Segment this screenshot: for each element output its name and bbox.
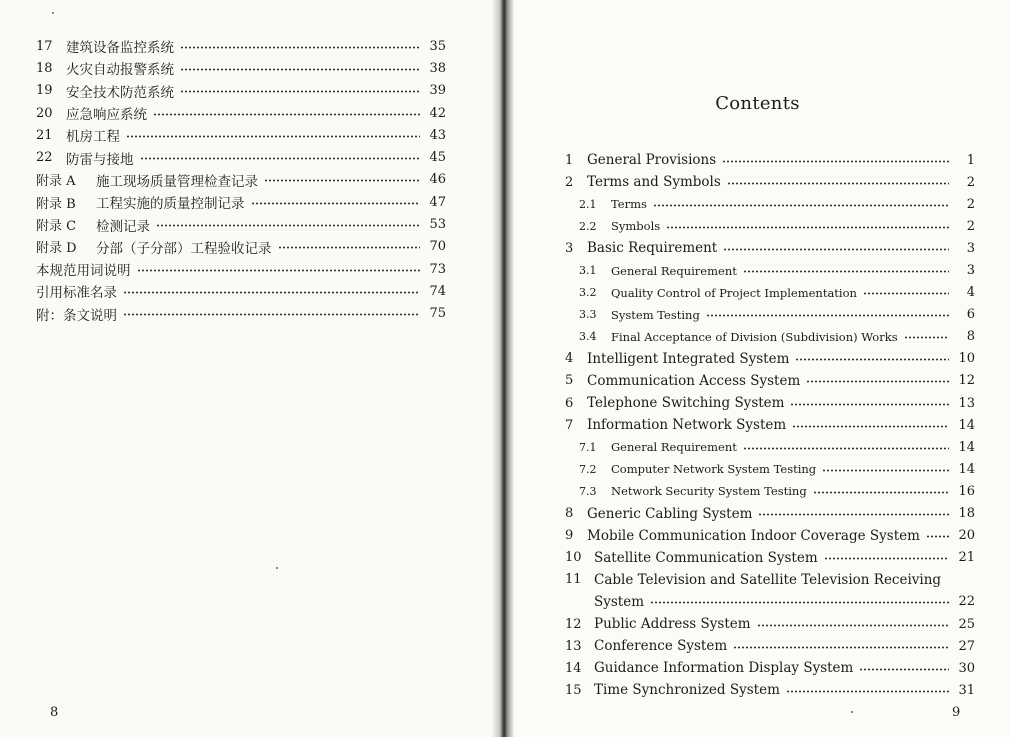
entry-number: 14 [565,660,582,676]
entry-title: Conference System [594,638,728,655]
toc-entry [565,171,975,193]
entry-number: 3 [565,240,574,256]
toc-entry [36,280,446,302]
dot-leader [137,269,421,272]
paper-speck [276,567,278,569]
entry-page: 1 [966,152,975,168]
right-toc-list [565,149,975,701]
entry-title: Intelligent Integrated System [587,350,790,367]
dot-leader [926,535,949,538]
entry-page: 16 [958,483,975,499]
entry-title: 本规范用词说明 [36,263,131,280]
toc-subentry [565,215,975,237]
entry-number: 9 [565,528,574,544]
toc-entry [36,80,446,102]
dot-leader [666,226,949,229]
entry-title: 火灾自动报警系统 [66,62,174,79]
dot-leader [786,690,949,693]
entry-title: Network Security System Testing [611,484,807,499]
entry-page: 14 [958,461,975,477]
toc-subentry [565,259,975,281]
entry-page: 22 [958,594,975,610]
dot-leader [140,157,421,160]
entry-page: 20 [958,528,975,544]
entry-page: 25 [958,616,975,632]
entry-number: 18 [36,60,53,76]
dot-leader [795,358,949,361]
entry-page: 21 [958,550,975,566]
entry-title: 防雷与接地 [66,151,134,168]
entry-number: 13 [565,638,582,654]
dot-leader [264,179,420,182]
entry-page: 2 [966,174,975,190]
entry-number: 15 [565,682,582,698]
entry-title: 检测记录 [96,218,150,235]
dot-leader [180,46,420,49]
entry-page: 42 [429,105,446,121]
entry-number: 11 [565,572,582,588]
toc-entry [36,146,446,168]
toc-entry [36,35,446,57]
dot-leader [792,425,949,428]
toc-subentry [565,326,975,348]
entry-number: 8 [565,506,574,522]
entry-title: Computer Network System Testing [611,462,817,477]
entry-page: 73 [429,261,446,277]
entry-number: 附录 A [36,174,76,190]
entry-title: General Requirement [611,263,737,278]
entry-title: General Requirement [611,440,737,455]
entry-page: 35 [429,38,446,54]
dot-leader [824,557,949,560]
entry-page: 30 [958,660,975,676]
entry-number: 21 [36,127,53,143]
entry-title: Basic Requirement [587,240,718,257]
toc-entry [36,169,446,191]
dot-leader [727,182,949,185]
entry-title: 工程实施的质量控制记录 [96,196,245,213]
entry-page: 27 [958,638,975,654]
entry-page: 75 [429,306,446,322]
dot-leader [650,601,949,604]
dot-leader [251,202,421,205]
entry-number: 2.2 [579,219,597,233]
toc-entry [565,657,975,679]
entry-number: 7.3 [579,484,597,498]
entry-page: 53 [429,217,446,233]
dot-leader [859,668,949,671]
entry-title: 分部（子分部）工程验收记录 [96,240,272,257]
entry-title: Cable Television and Satellite Television Receiving [594,571,942,588]
entry-title: Terms [611,197,647,212]
left-page-number: 8 [50,705,59,720]
entry-title: 附：条文说明 [36,307,117,324]
entry-number: 3.2 [579,286,597,300]
entry-title: 应急响应系统 [66,107,147,124]
entry-number: 2 [565,174,574,190]
dot-leader [180,68,420,71]
entry-title: Quality Control of Project Implementation [611,285,857,300]
toc-subentry [565,193,975,215]
entry-page: 74 [429,283,446,299]
entry-number: 7.2 [579,462,597,476]
entry-page: 18 [958,506,975,522]
toc-entry [36,102,446,124]
entry-page: 14 [958,417,975,433]
entry-title: 机房工程 [66,129,120,146]
right-page-number: 9 [952,705,961,720]
entry-page: 4 [966,285,975,301]
entry-title: Guidance Information Display System [594,660,854,677]
entry-page: 38 [429,60,446,76]
entry-page: 8 [966,329,975,345]
entry-number: 2.1 [579,197,597,211]
dot-leader [743,270,949,273]
contents-heading: Contents [715,93,800,114]
toc-entry [565,547,975,569]
entry-title: Final Acceptance of Division (Subdivision) Works [611,329,898,344]
entry-number: 17 [36,38,53,54]
dot-leader [758,513,949,516]
dot-leader [757,624,949,627]
entry-number: 3.3 [579,308,597,322]
dot-leader [806,380,949,383]
entry-title: Time Synchronized System [594,682,780,699]
entry-page: 12 [958,373,975,389]
toc-entry [565,679,975,701]
dot-leader [706,314,949,317]
dot-leader [653,204,949,207]
toc-entry [565,370,975,392]
dot-leader [722,160,949,163]
toc-entry [565,503,975,525]
entry-number: 7.1 [579,440,597,454]
entry-title: Mobile Communication Indoor Coverage System [587,527,920,544]
dot-leader [863,292,949,295]
dot-leader [123,291,420,294]
toc-entry [36,124,446,146]
entry-number: 19 [36,83,53,99]
entry-title: Terms and Symbols [587,174,721,191]
entry-number: 3.4 [579,330,597,344]
toc-entry [565,392,975,414]
entry-page: 2 [966,218,975,234]
entry-title: 施工现场质量管理检查记录 [96,173,258,190]
entry-page: 14 [958,439,975,455]
toc-entry [36,57,446,79]
toc-entry [565,613,975,635]
toc-subentry [565,458,975,480]
entry-title: General Provisions [587,152,717,169]
entry-number: 6 [565,395,574,411]
dot-leader [278,246,421,249]
toc-entry [565,635,975,657]
toc-entry [565,414,975,436]
entry-page: 39 [429,83,446,99]
entry-title: 建筑设备监控系统 [66,40,174,57]
entry-number: 4 [565,351,574,367]
entry-title: Communication Access System [587,372,801,389]
entry-number: 7 [565,417,574,433]
toc-entry [36,191,446,213]
toc-entry [565,569,975,591]
dot-leader [813,491,949,494]
entry-title: System Testing [611,307,700,322]
toc-subentry [565,282,975,304]
dot-leader [156,224,420,227]
dot-leader [180,90,420,93]
toc-entry [565,237,975,259]
entry-title: Telephone Switching System [587,395,785,412]
entry-page: 47 [429,194,446,210]
dot-leader [733,646,949,649]
dot-leader [790,403,949,406]
dot-leader [904,336,949,339]
entry-title: 安全技术防范系统 [66,84,174,101]
left-toc-list [36,35,446,325]
toc-subentry [565,436,975,458]
dot-leader [822,469,949,472]
entry-title: 引用标准名录 [36,285,117,302]
entry-number: 附录 D [36,241,77,257]
toc-entry [565,591,975,613]
dot-leader [743,447,949,450]
entry-page: 3 [966,240,975,256]
toc-entry [36,213,446,235]
toc-entry [36,236,446,258]
entry-page: 31 [958,682,975,698]
entry-page: 43 [429,127,446,143]
entry-number: 20 [36,105,53,121]
entry-title: Symbols [611,219,661,234]
entry-title: Information Network System [587,417,787,434]
entry-title: System [594,593,645,610]
toc-entry [36,303,446,325]
toc-subentry [565,480,975,502]
entry-number: 22 [36,150,53,166]
entry-number: 1 [565,152,574,168]
entry-title: Public Address System [594,616,751,633]
entry-page: 2 [966,196,975,212]
entry-number: 12 [565,616,582,632]
entry-page: 45 [429,150,446,166]
dot-leader [123,313,420,316]
entry-number: 附录 C [36,219,77,235]
entry-page: 13 [958,395,975,411]
entry-title: Satellite Communication System [594,549,818,566]
toc-entry [565,149,975,171]
entry-page: 3 [966,263,975,279]
dot-leader [126,135,420,138]
entry-number: 附录 B [36,196,76,212]
dot-leader [723,248,949,251]
entry-title: Generic Cabling System [587,505,753,522]
entry-page: 10 [958,351,975,367]
toc-entry [36,258,446,280]
toc-subentry [565,304,975,326]
dot-leader [153,113,420,116]
entry-number: 5 [565,373,574,389]
entry-page: 46 [429,172,446,188]
toc-entry [565,525,975,547]
entry-number: 3.1 [579,264,597,278]
entry-page: 6 [966,307,975,323]
entry-page: 70 [429,239,446,255]
paper-speck [52,12,54,14]
entry-number: 10 [565,550,582,566]
paper-speck [851,711,853,713]
toc-entry [565,348,975,370]
